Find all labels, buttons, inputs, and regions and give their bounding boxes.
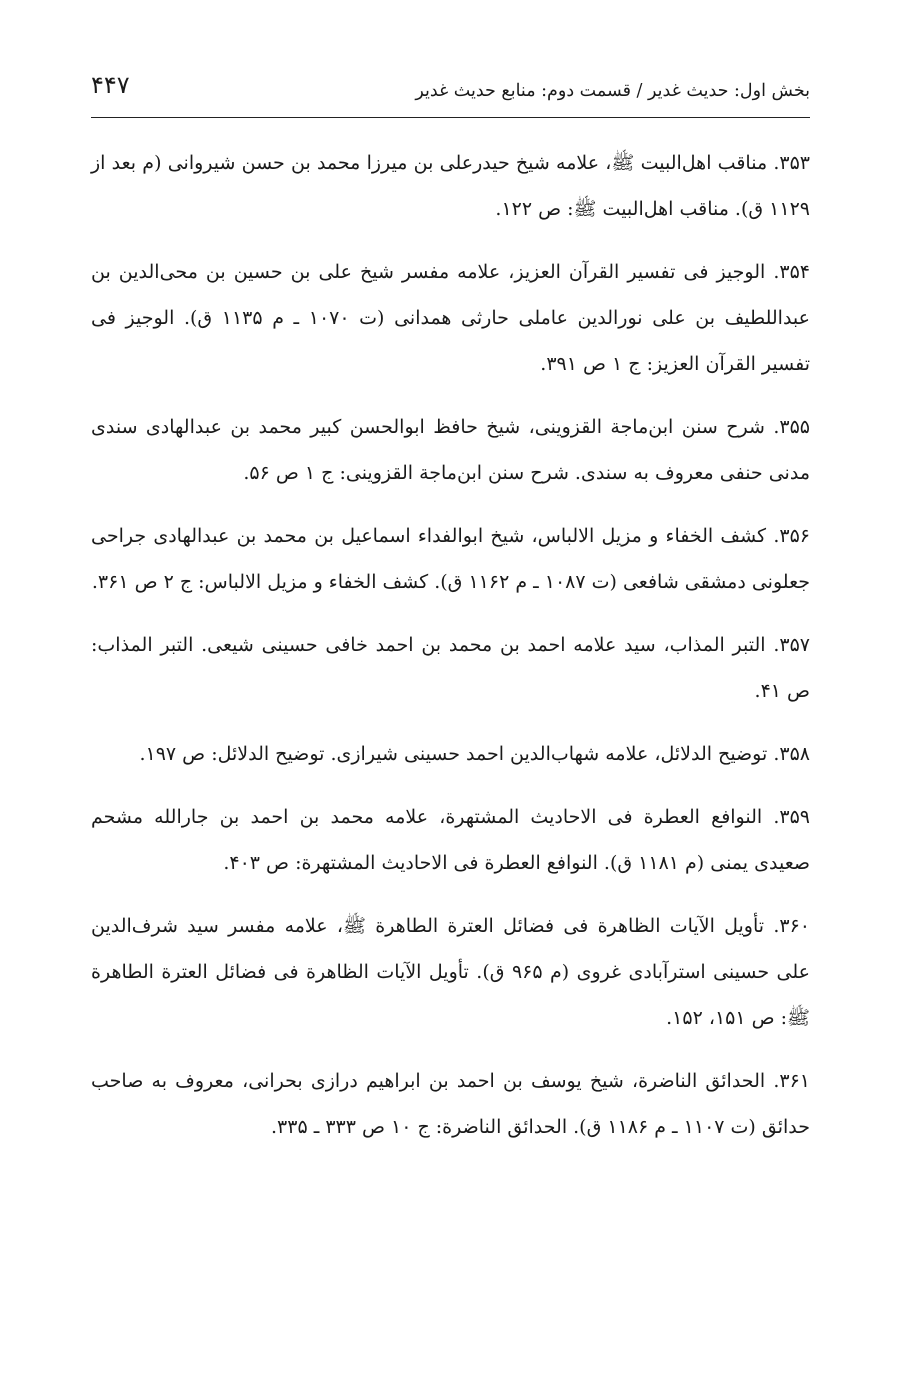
bibliography-entry-353: ۳۵۳. مناقب اهل‌البیت ﷺ، علامه شیخ حیدرعلی بن میرزا محمد بن حسن شیروانی (م بعد از ۱۱۲۹ ق). مناقب اهل‌البیت ﷺ: ص ۱۲۲.	[91, 152, 810, 220]
bibliography-entry-355: ۳۵۵. شرح سنن ابن‌ماجة القزوینی، شیخ حافظ ابوالحسن کبیر محمد بن عبدالهادی سندی مدنی حنفی معروف به سندی. شرح سنن ابن‌ماجة القزوینی: ج ۱ ص ۵۶.	[91, 416, 810, 484]
bibliography-entry-356: ۳۵۶. کشف الخفاء و مزیل الالباس، شیخ ابوالفداء اسماعیل بن محمد بن عبدالهادی جراحی جعلونی دمشقی شافعی (ت ۱۰۸۷ ـ م ۱۱۶۲ ق). کشف الخفاء و مزیل الالباس: ج ۲ ص ۳۶۱.	[91, 525, 810, 593]
page-header	[91, 62, 810, 118]
bibliography-entry-360: ۳۶۰. تأویل الآیات الظاهرة فی فضائل العترة الطاهرة ﷺ، علامه مفسر سید شرف‌الدین علی حسینی استرآبادی غروی (م ۹۶۵ ق). تأویل الآیات الظاهرة فی فضائل العترة الطاهرة ﷺ: ص ۱۵۱، ۱۵۲.	[91, 915, 811, 1029]
bibliography-entry-361: ۳۶۱. الحدائق الناضرة، شیخ یوسف بن احمد بن ابراهیم درازی بحرانی، معروف به صاحب حدائق (ت ۱۱۰۷ ـ م ۱۱۸۶ ق). الحدائق الناضرة: ج ۱۰ ص ۳۳۳ ـ ۳۳۵.	[91, 1070, 810, 1138]
bibliography-entry-357: ۳۵۷. التبر المذاب، سید علامه احمد بن محمد بن احمد خافی حسینی شیعی. التبر المذاب: ص ۴۱.	[91, 634, 810, 702]
running-title: بخش اول: حدیث غدیر / قسمت دوم: منابع حدیث غدیر	[415, 81, 810, 101]
bibliography-entry-359: ۳۵۹. النوافع العطرة فی الاحادیث المشتهرة، علامه محمد بن احمد بن جارالله مشحم صعیدی یمنی (م ۱۱۸۱ ق). النوافع العطرة فی الاحادیث المشتهرة: ص ۴۰۳.	[91, 806, 810, 874]
bibliography-entry-354: ۳۵۴. الوجیز فی تفسیر القرآن العزیز، علامه مفسر شیخ علی بن حسین بن محی‌الدین بن عبداللطیف بن علی نورالدین عاملی حارثی همدانی (ت ۱۰۷۰ ـ م ۱۱۳۵ ق). الوجیز فی تفسیر القرآن العزیز: ج ۱ ص ۳۹۱.	[91, 261, 810, 375]
bibliography-entry-358: ۳۵۸. توضیح الدلائل، علامه شهاب‌الدین احمد حسینی شیرازی. توضیح الدلائل: ص ۱۹۷.	[139, 743, 810, 765]
bibliography-list	[91, 140, 810, 1167]
page-number: ۴۴۷	[91, 71, 130, 99]
